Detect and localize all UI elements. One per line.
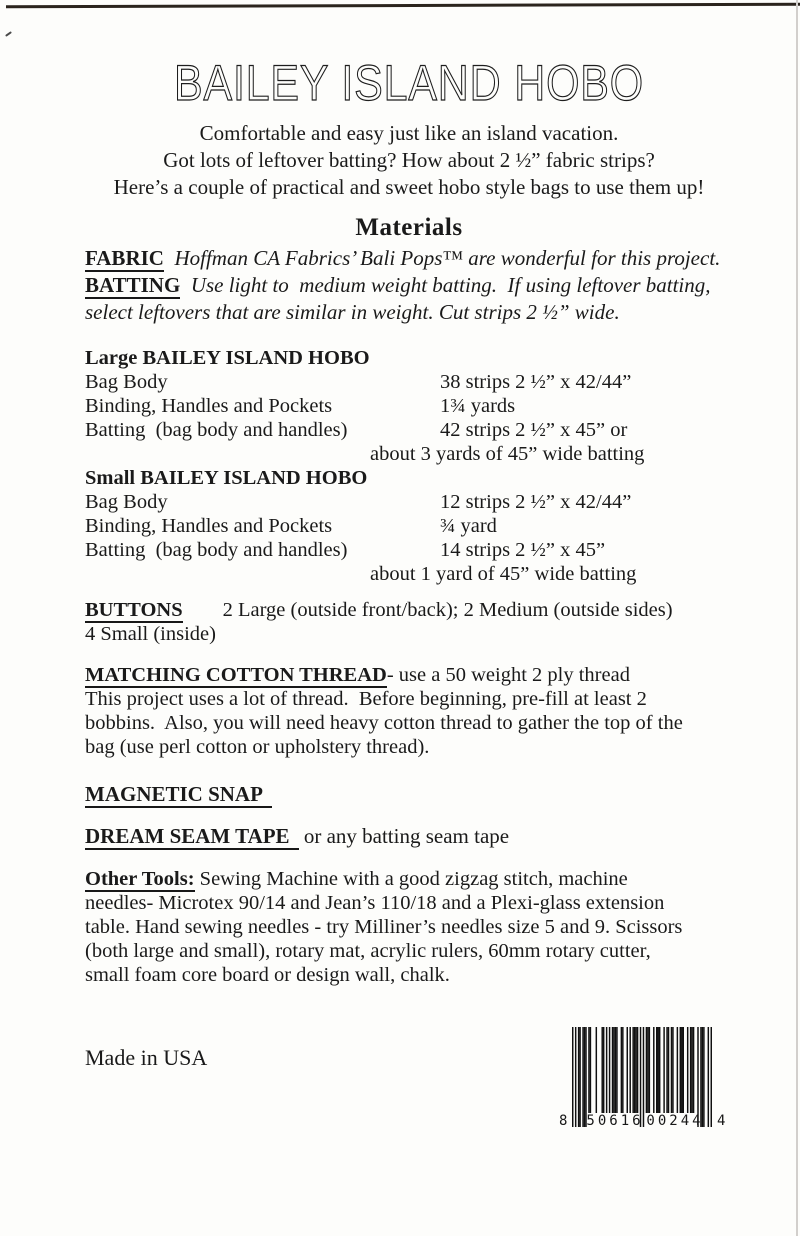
small-bag-heading: Small BAILEY ISLAND HOBO xyxy=(85,467,368,489)
fabric-label: FABRIC xyxy=(85,246,164,270)
row-value: 38 strips 2 ½” x 42/44” xyxy=(440,371,632,393)
seam-tape-text: or any batting seam tape xyxy=(298,824,510,848)
table-row xyxy=(85,370,733,394)
scan-right-edge-line xyxy=(796,0,798,1236)
scan-top-edge-line xyxy=(6,3,800,9)
row-value: 42 strips 2 ½” x 45” or xyxy=(440,419,628,441)
buttons-section xyxy=(85,598,733,646)
table-row xyxy=(85,514,733,538)
barcode-group-2: 00244 xyxy=(646,1113,704,1129)
other-tools-line: needles- Microtex 90/14 and Jean’s 110/18 and a Plexi-glass extension xyxy=(85,892,665,914)
materials-list xyxy=(85,346,733,586)
large-batting-continuation: about 3 yards of 45” wide batting xyxy=(370,443,645,465)
intro-line: Here’s a couple of practical and sweet hobo style bags to use them up! xyxy=(113,175,705,199)
thread-line: This project uses a lot of thread. Before beginning, pre-fill at least 2 xyxy=(85,688,647,710)
buttons-line-1 xyxy=(85,598,733,622)
seam-tape-label: DREAM SEAM TAPE xyxy=(85,824,299,850)
row-value: 1¾ yards xyxy=(440,395,516,417)
batting-line-1 xyxy=(85,272,733,299)
row-label: Batting (bag body and handles) xyxy=(85,539,348,561)
thread-line: bobbins. Also, you will need heavy cotton thread to gather the top of the xyxy=(85,712,683,734)
batting-text-1: Use light to medium weight batting. If using leftover batting, xyxy=(190,273,711,297)
thread-section xyxy=(85,663,733,759)
thread-heading-rest: - use a 50 weight 2 ply thread xyxy=(386,664,630,686)
thread-heading-line xyxy=(85,663,733,687)
row-label: Binding, Handles and Pockets xyxy=(85,515,333,537)
other-tools-section xyxy=(85,867,733,987)
scan-corner-speck xyxy=(5,31,12,37)
row-label: Binding, Handles and Pockets xyxy=(85,395,333,417)
table-row xyxy=(85,490,733,514)
small-batting-continuation: about 1 yard of 45” wide batting xyxy=(370,563,637,585)
row-label: Bag Body xyxy=(85,371,168,393)
other-tools-line-1 xyxy=(85,867,733,891)
intro-line: Comfortable and easy just like an island vacation. xyxy=(199,121,619,145)
table-row xyxy=(85,394,733,418)
batting-line-2: select leftovers that are similar in weight. Cut strips 2 ½” wide. xyxy=(85,300,620,324)
thread-label: MATCHING COTTON THREAD xyxy=(85,664,387,686)
other-tools-rest: Sewing Machine with a good zigzag stitch, machine xyxy=(194,868,628,890)
magnetic-snap-label: MAGNETIC SNAP xyxy=(85,782,272,808)
other-tools-line: small foam core board or design wall, chalk. xyxy=(85,964,450,986)
other-tools-line: table. Hand sewing needles - try Milliner’s needles size 5 and 9. Scissors xyxy=(85,916,683,938)
row-label: Bag Body xyxy=(85,491,168,513)
intro-line: Got lots of leftover batting? How about 2 ½” fabric strips? xyxy=(163,148,655,172)
fabric-batting-block xyxy=(85,245,733,326)
row-label: Batting (bag body and handles) xyxy=(85,419,348,441)
made-in-usa-text: Made in USA xyxy=(85,1045,208,1070)
page-title: BAILEY ISLAND HOBO xyxy=(174,56,644,110)
materials-heading: Materials xyxy=(355,214,463,241)
large-bag-heading: Large BAILEY ISLAND HOBO xyxy=(85,347,370,369)
other-tools-label: Other Tools: xyxy=(85,868,195,890)
row-value: ¾ yard xyxy=(440,515,497,537)
batting-label: BATTING xyxy=(85,273,181,297)
barcode-group-1: 50616 xyxy=(586,1113,644,1129)
page-content xyxy=(85,56,733,987)
fabric-text: Hoffman CA Fabrics’ Bali Pops™ are wonderful for this project. xyxy=(174,246,721,270)
barcode-left-digit: 8 xyxy=(559,1113,568,1129)
row-value: 12 strips 2 ½” x 42/44” xyxy=(440,491,632,513)
page-title-art xyxy=(85,56,733,110)
buttons-label: BUTTONS xyxy=(85,599,183,621)
table-row xyxy=(85,538,733,562)
table-row xyxy=(85,418,733,442)
upc-barcode xyxy=(560,1027,742,1133)
spacer xyxy=(180,273,191,297)
other-tools-line: (both large and small), rotary mat, acrylic rulers, 60mm rotary cutter, xyxy=(85,940,651,962)
buttons-text: 2 Large (outside front/back); 2 Medium (outside sides) xyxy=(222,599,673,621)
fabric-line xyxy=(85,245,733,272)
thread-line: bag (use perl cotton or upholstery thread). xyxy=(85,736,430,758)
intro-paragraph xyxy=(85,120,733,201)
magnetic-snap-section xyxy=(85,781,733,807)
row-value: 14 strips 2 ½” x 45” xyxy=(440,539,606,561)
spacer xyxy=(164,246,175,270)
buttons-line-2: 4 Small (inside) xyxy=(85,623,216,645)
seam-tape-section xyxy=(85,823,733,849)
barcode-right-digit: 4 xyxy=(717,1113,726,1129)
barcode-bars xyxy=(572,1027,712,1127)
